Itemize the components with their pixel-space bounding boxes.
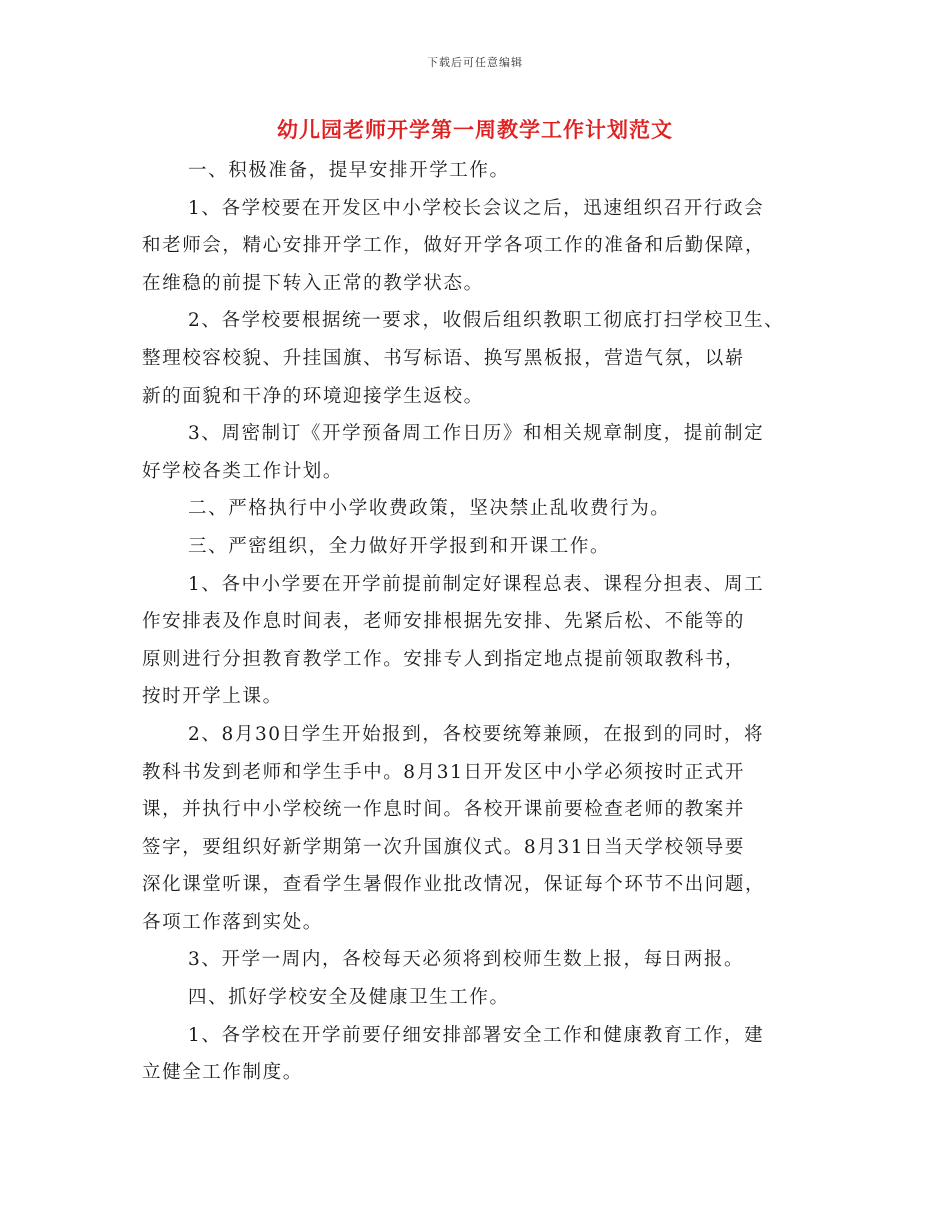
text-line: 整理校容校貌、升挂国旗、书写标语、换写黑板报，营造气氛，以崭 xyxy=(142,347,746,369)
text-line: 1、各中小学要在开学前提前制定好课程总表、课程分担表、周工 xyxy=(188,573,765,595)
text-line: 课，并执行中小学校统一作息时间。各校开课前要检查老师的教案并 xyxy=(142,799,746,821)
text-line: 1、各学校要在开发区中小学校长会议之后，迅速组织召开行政会 xyxy=(188,197,765,219)
text-line: 在维稳的前提下转入正常的教学状态。 xyxy=(142,272,484,294)
text-line: 3、开学一周内，各校每天必须将到校师生数上报，每日两报。 xyxy=(188,949,745,971)
text-line: 二、严格执行中小学收费政策，坚决禁止乱收费行为。 xyxy=(188,498,671,520)
text-line: 2、8月30日学生开始报到，各校要统筹兼顾，在报到的同时，将 xyxy=(188,723,765,745)
text-line: 四、抓好学校安全及健康卫生工作。 xyxy=(188,987,510,1009)
document-body xyxy=(142,152,814,1092)
text-line: 作安排表及作息时间表，老师安排根据先安排、先紧后松、不能等的 xyxy=(142,611,746,633)
text-line: 三、严密组织，全力做好开学报到和开课工作。 xyxy=(188,535,611,557)
text-line: 立健全工作制度。 xyxy=(142,1062,303,1084)
text-line: 按时开学上课。 xyxy=(142,686,283,708)
text-line: 新的面貌和干净的环境迎接学生返校。 xyxy=(142,385,484,407)
document-title: 幼儿园老师开学第一周教学工作计划范文 xyxy=(277,117,673,142)
text-line: 和老师会，精心安排开学工作，做好开学各项工作的准备和后勤保障， xyxy=(142,235,766,257)
header-note: 下载后可任意编辑 xyxy=(427,56,523,69)
text-line: 签字，要组织好新学期第一次升国旗仪式。8月31日当天学校领导要 xyxy=(142,836,745,858)
text-line: 各项工作落到实处。 xyxy=(142,911,323,933)
text-line: 一、积极准备，提早安排开学工作。 xyxy=(188,160,510,181)
text-line: 教科书发到老师和学生手中。8月31日开发区中小学必须按时正式开 xyxy=(142,761,745,783)
text-line: 3、周密制订《开学预备周工作日历》和相关规章制度，提前制定 xyxy=(188,423,765,445)
text-line: 2、各学校要根据统一要求，收假后组织教职工彻底打扫学校卫生、 xyxy=(188,310,785,332)
text-line: 原则进行分担教育教学工作。安排专人到指定地点提前领取教科书， xyxy=(142,648,746,670)
text-line: 1、各学校在开学前要仔细安排部署安全工作和健康教育工作，建 xyxy=(188,1024,765,1046)
text-line: 好学校各类工作计划。 xyxy=(142,460,344,482)
text-line: 深化课堂听课，查看学生暑假作业批改情况，保证每个环节不出问题， xyxy=(142,874,766,896)
